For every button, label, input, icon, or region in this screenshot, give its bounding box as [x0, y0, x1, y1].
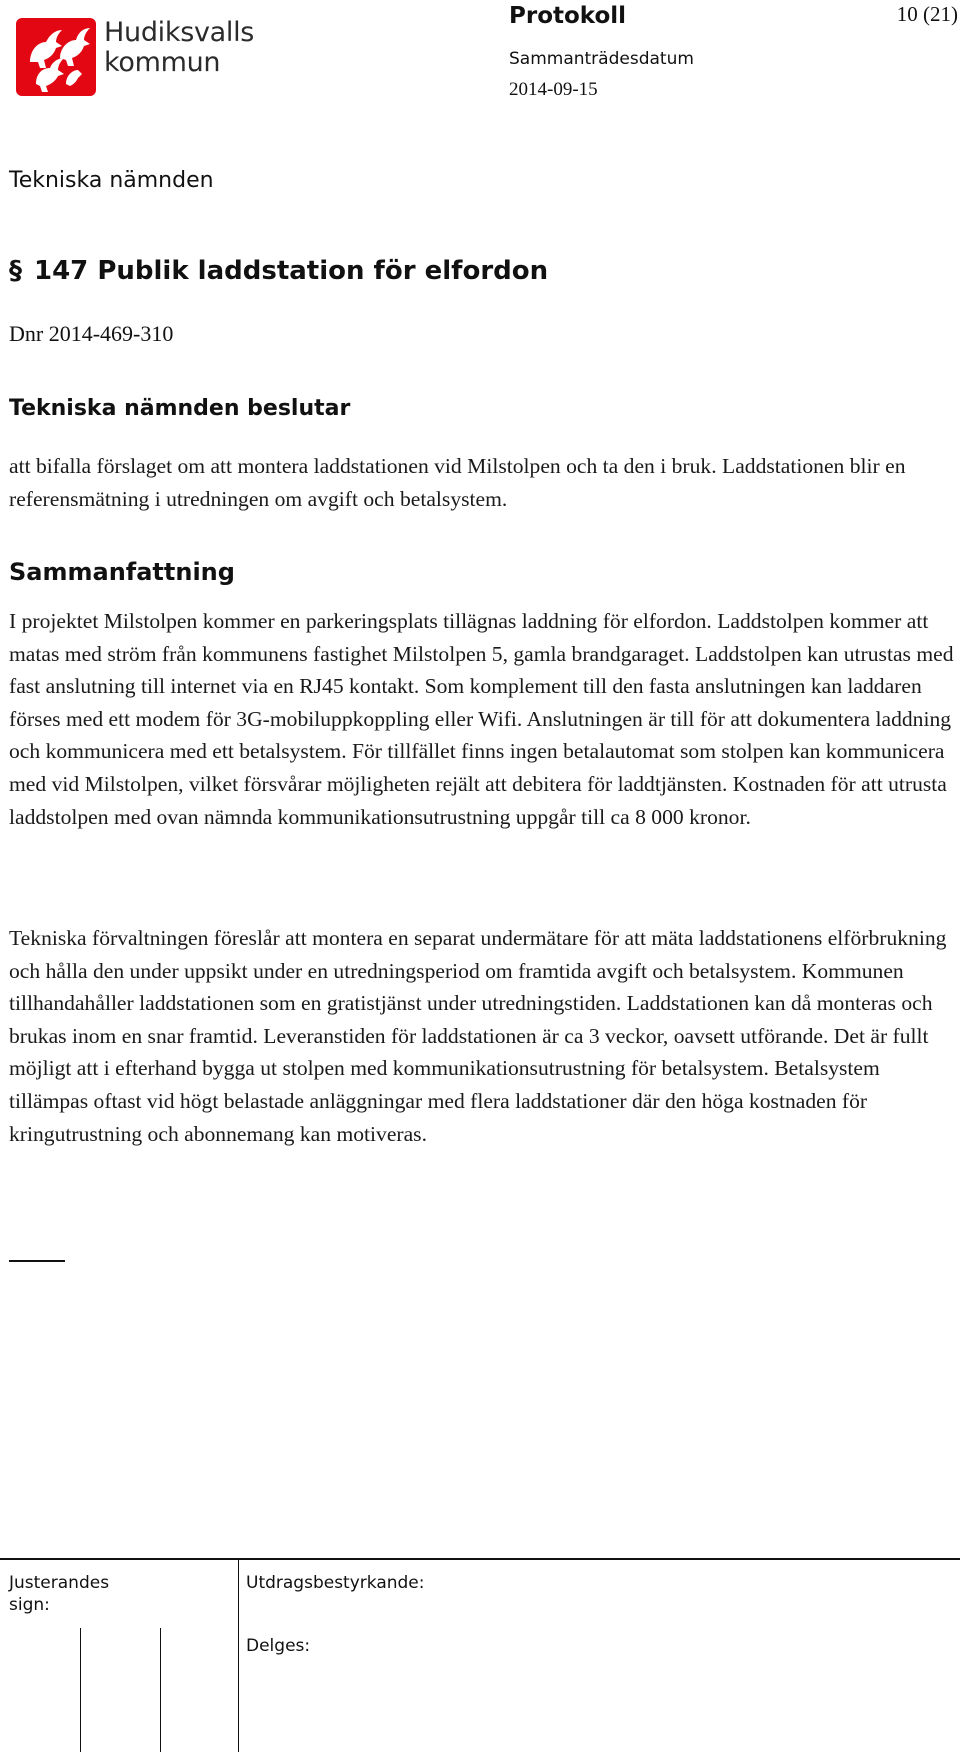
decision-text: att bifalla förslaget om att montera laddstationen vid Milstolpen och ta den i bruk. Laddstationen blir en referensmätning i utredningen om avgift och betalsystem.	[9, 454, 906, 511]
summary-paragraph: I projektet Milstolpen kommer en parkeringsplats tillägnas laddning för elfordon. Laddstolpen kommer att matas med ström från kommunens fastighet Milstolpen 5, gamla brandgaraget. Laddstolpen kan utrustas med fast anslutning till internet via en RJ45 kontakt. Som komplement till den fasta anslutningen kan laddaren förses med ett modem för 3G-mobiluppkoppling eller Wifi. Anslutningen är till för att dokumentera laddning och kommunicera med ett betalsystem. För tillfället finns ingen betalautomat som stolpen kan kommunicera med vid Milstolpen, vilket försvårar möjligheten rejält att debitera för laddtjänsten. Kostnaden för att utrusta laddstolpen med ovan nämnda kommunikationsutrustning uppgår till ca 8 000 kronor.	[9, 609, 954, 829]
end-of-section-rule	[9, 1260, 65, 1262]
section-symbol: §	[9, 256, 22, 286]
section-title-text: 147 Publik laddstation för elfordon	[34, 256, 549, 286]
summary-paragraph: Tekniska förvaltningen föreslår att montera en separat undermätare för att mäta laddstationens elförbrukning och hålla den under uppsikt under en utredningsperiod om framtida avgift och betalsystem. Kommunen tillhandahåller laddstationen som en gratistjänst under utredningstiden. Laddstationen kan då monteras och brukas inom en snar framtid. Leveranstiden för laddstationen är ca 3 veckor, oavsett utförande. Det är fullt möjligt att i efterhand bygga ut stolpen med kommunikationsutrustning för betalsystem. Betalsystem tillämpas oftast vid högt belastade anläggningar med flera laddstationer där den höga kostnaden för kringutrustning och abonnemang kan motiveras.	[9, 926, 947, 1146]
footer-column-divider	[238, 1560, 239, 1752]
logo-wordmark	[104, 18, 254, 78]
page-number: 10 (21)	[896, 2, 958, 26]
signature-footer	[0, 1558, 960, 1752]
summary-heading: Sammanfattning	[9, 558, 235, 586]
logo-line-1: Hudiksvalls	[104, 17, 255, 48]
registration-number: Dnr 2014-469-310	[9, 321, 174, 346]
municipality-logo	[16, 18, 256, 96]
decision-heading: Tekniska nämnden beslutar	[9, 396, 351, 421]
goat-crest-icon	[16, 18, 96, 96]
meeting-date-label: Sammanträdesdatum	[509, 49, 694, 69]
signature-box-divider	[160, 1628, 161, 1752]
section-title	[9, 253, 548, 289]
meeting-date: 2014-09-15	[509, 79, 598, 100]
distribution-label: Delges:	[246, 1636, 311, 1656]
signature-box-divider	[80, 1628, 81, 1752]
adjuster-signature-label: Justerandes sign:	[9, 1573, 110, 1615]
extract-certification-label: Utdragsbestyrkande:	[246, 1573, 425, 1593]
logo-line-2: kommun	[104, 47, 221, 78]
committee-name: Tekniska nämnden	[9, 168, 214, 193]
document-type: Protokoll	[509, 3, 627, 29]
